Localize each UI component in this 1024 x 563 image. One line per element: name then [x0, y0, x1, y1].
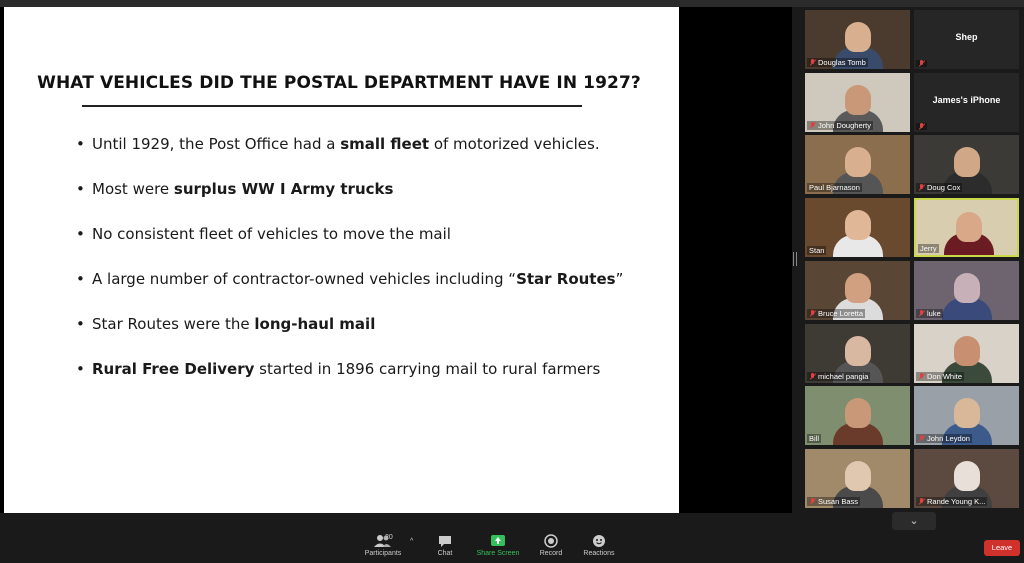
participant-head: [845, 85, 871, 115]
mic-muted-icon: [918, 373, 925, 380]
mic-muted-icon: [809, 122, 816, 129]
participant-head: [845, 398, 871, 428]
participant-tile[interactable]: [805, 386, 910, 445]
chat-label: Chat: [437, 550, 453, 557]
participant-name: Bill: [809, 434, 820, 444]
slide-bullet: [76, 180, 666, 225]
slide-bullet: [76, 360, 666, 405]
participant-name-label: [916, 183, 962, 192]
bullet-bold-text: Star Routes: [516, 270, 616, 288]
participant-head: [845, 210, 871, 240]
participants-button[interactable]: [355, 534, 414, 557]
participant-head: [954, 336, 980, 366]
bullet-bold-text: small fleet: [340, 135, 430, 153]
participant-display-name: James's iPhone: [932, 94, 1001, 105]
participant-name-label: [916, 372, 964, 381]
participant-head: [954, 147, 980, 177]
shared-screen: [0, 7, 792, 513]
participant-name-label: [918, 244, 939, 253]
participant-tile[interactable]: [914, 261, 1019, 320]
participant-name-label: [807, 372, 870, 381]
participant-head: [954, 398, 980, 428]
participant-name-label: [916, 497, 987, 506]
slide-bullet: [76, 270, 666, 315]
participant-name-label: [807, 183, 862, 192]
participant-name-label: [807, 434, 821, 443]
presentation-slide: [4, 7, 679, 513]
slide-bullet: [76, 135, 666, 180]
participant-tile[interactable]: [805, 261, 910, 320]
participant-head: [954, 461, 980, 491]
share-screen-icon: [470, 534, 526, 548]
participants-label: Participants: [364, 550, 402, 557]
participant-name: Paul Bjarnason: [809, 183, 860, 193]
leave-button[interactable]: Leave: [984, 540, 1020, 556]
mic-muted-icon: [809, 310, 816, 317]
bullet-bold-text: long-haul mail: [254, 315, 376, 333]
mic-muted-icon: [918, 60, 925, 67]
record-label: Record: [539, 550, 563, 557]
bullet-text: Most were: [92, 180, 174, 198]
participant-tile[interactable]: [914, 324, 1019, 383]
participant-name: Jerry: [920, 244, 937, 254]
participant-head: [954, 273, 980, 303]
bullet-bold-text: Rural Free Delivery: [92, 360, 255, 378]
slide-title: WHAT VEHICLES DID THE POSTAL DEPARTMENT HAVE IN 1927?: [37, 73, 641, 93]
participants-caret-icon[interactable]: ^: [410, 538, 414, 545]
chat-icon: [417, 534, 473, 548]
participant-name-label: [807, 497, 860, 506]
participant-name-label: [807, 58, 868, 67]
mic-muted-icon: [918, 184, 925, 191]
participant-head: [845, 22, 871, 52]
participant-name-label: [807, 246, 826, 255]
bullet-marker: •: [76, 360, 85, 378]
participant-name-label: [916, 434, 972, 443]
slide-bullet-list: [76, 135, 666, 405]
participant-name: Douglas Tomb: [818, 58, 866, 67]
participant-name: Rande Young K...: [927, 496, 986, 506]
bullet-marker: •: [76, 270, 85, 288]
reactions-icon: [571, 534, 627, 548]
participant-name: Stan: [809, 246, 825, 256]
mic-muted-icon: [918, 310, 925, 317]
participant-name: Bruce Loretta: [818, 308, 864, 318]
mic-muted-icon: [809, 59, 816, 66]
participant-tile[interactable]: [914, 449, 1019, 508]
participant-head: [845, 273, 871, 303]
participant-name: michael pangia: [818, 371, 869, 381]
participant-tile[interactable]: [805, 449, 910, 508]
participant-name-label: [916, 60, 927, 67]
bullet-text: ”: [615, 270, 624, 288]
participant-head: [845, 461, 871, 491]
participant-tile[interactable]: [914, 10, 1019, 69]
participant-name-label: [916, 309, 943, 318]
participant-head: [845, 336, 871, 366]
chat-button[interactable]: [417, 534, 473, 557]
bullet-marker: •: [76, 225, 85, 243]
participant-tile[interactable]: [805, 324, 910, 383]
participant-name: luke: [927, 308, 941, 318]
participant-name-label: [807, 121, 873, 130]
panel-resize-handle[interactable]: [793, 252, 797, 266]
bullet-text: of motorized vehicles.: [429, 135, 600, 153]
mic-muted-icon: [918, 123, 925, 130]
bullet-text: Star Routes were the: [92, 315, 255, 333]
mic-muted-icon: [809, 498, 816, 505]
participant-name: John Leydon: [927, 434, 970, 444]
share-screen-label: Share Screen: [476, 550, 520, 557]
gallery-scroll-down-button[interactable]: ⌄: [892, 512, 936, 530]
bullet-text: started in 1896 carrying mail to rural farmers: [254, 360, 601, 378]
window-top-bar: [0, 0, 1024, 7]
participant-tile[interactable]: [914, 73, 1019, 132]
bullet-bold-text: surplus WW I Army trucks: [173, 180, 394, 198]
participant-name-label: [807, 309, 865, 318]
slide-bullet: [76, 315, 666, 360]
participants-count: 20: [385, 534, 393, 541]
participant-tile[interactable]: [914, 198, 1019, 257]
participant-tile[interactable]: [914, 386, 1019, 445]
slide-title-underline: [82, 105, 582, 107]
bullet-marker: •: [76, 180, 85, 198]
bullet-text: A large number of contractor-owned vehicles including “: [92, 270, 517, 288]
participant-tile[interactable]: [805, 135, 910, 194]
reactions-label: Reactions: [583, 550, 615, 557]
participant-tile[interactable]: [805, 73, 910, 132]
participant-tile[interactable]: [805, 10, 910, 69]
mic-muted-icon: [918, 498, 925, 505]
participant-tile[interactable]: [805, 198, 910, 257]
participant-name: Doug Cox: [927, 183, 961, 193]
slide-bullet: [76, 225, 666, 270]
reactions-button[interactable]: [571, 534, 627, 557]
bullet-text: Until 1929, the Post Office had a: [92, 135, 341, 153]
participant-head: [845, 147, 871, 177]
mic-muted-icon: [918, 435, 925, 442]
bullet-marker: •: [76, 315, 85, 333]
bullet-marker: •: [76, 135, 85, 153]
bullet-text: No consistent fleet of vehicles to move the mail: [92, 225, 451, 243]
share-screen-button[interactable]: [470, 534, 526, 557]
participant-display-name: Shep: [955, 32, 978, 42]
participant-name: Susan Bass: [818, 496, 859, 506]
meeting-toolbar: [0, 530, 1024, 563]
mic-muted-icon: [809, 373, 816, 380]
participant-name-label: [916, 123, 927, 130]
participant-head: [956, 212, 982, 242]
participant-name: Don White: [927, 371, 963, 381]
participant-name: John Dougherty: [818, 120, 871, 130]
participants-icon: [355, 534, 414, 548]
participant-tile[interactable]: [914, 135, 1019, 194]
